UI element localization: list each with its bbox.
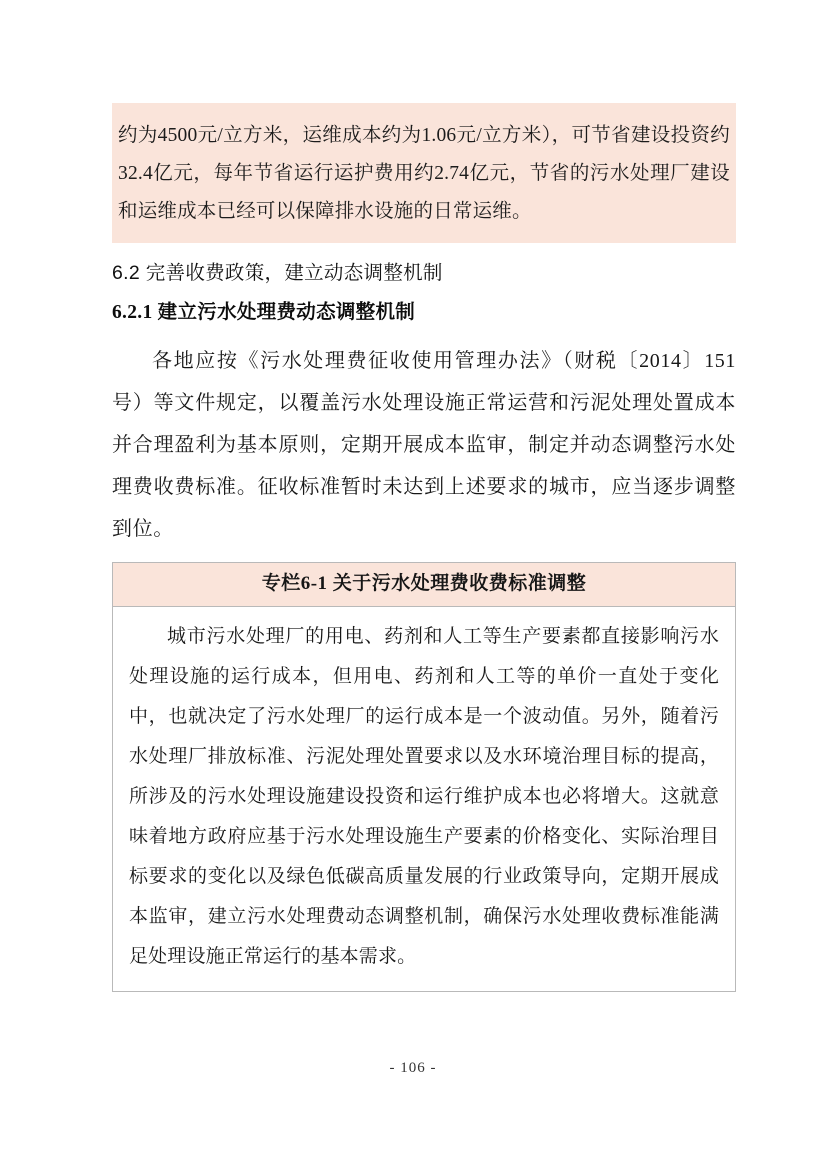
section-body-paragraph: 各地应按《污水处理费征收使用管理办法》（财税〔2014〕151号）等文件规定，以覆盖污水处理设施正常运营和污泥处理处置成本并合理盈利为基本原则，定期开展成本监审，制定并动态调整污水处理费收费标准。征收标准暂时未达到上述要求的城市，应当逐步调整到位。	[112, 350, 736, 540]
section-heading-6-2-1: 6.2.1 建立污水处理费动态调整机制	[112, 302, 416, 323]
callout-box-title: 专栏6-1 关于污水处理费收费标准调整	[113, 563, 735, 607]
highlighted-paragraph-text: 约为4500元/立方米，运维成本约为1.06元/立方米），可节省建设投资约32.4亿元，每年节省运行运护费用约2.74亿元，节省的污水处理厂建设和运维成本已经可以保障排水设施的日常运维。	[118, 125, 730, 222]
callout-box	[112, 562, 736, 992]
callout-box-body	[113, 607, 735, 991]
section-heading-6-2: 6.2 完善收费政策，建立动态调整机制	[112, 262, 443, 284]
highlighted-paragraph-block	[112, 103, 736, 243]
callout-box-body-text: 城市污水处理厂的用电、药剂和人工等生产要素都直接影响污水处理设施的运行成本，但用电、药剂和人工等的单价一直处于变化中，也就决定了污水处理厂的运行成本是一个波动值。另外，随着污水处理厂排放标准、污泥处理处置要求以及水环境治理目标的提高，所涉及的污水处理设施建设投资和运行维护成本也必将增大。这就意味着地方政府应基于污水处理设施生产要素的价格变化、实际治理目标要求的变化以及绿色低碳高质量发展的行业政策导向，定期开展成本监审，建立污水处理费动态调整机制，确保污水处理收费标准能满足处理设施正常运行的基本需求。	[129, 626, 719, 967]
page-number: - 106 -	[389, 1060, 437, 1076]
